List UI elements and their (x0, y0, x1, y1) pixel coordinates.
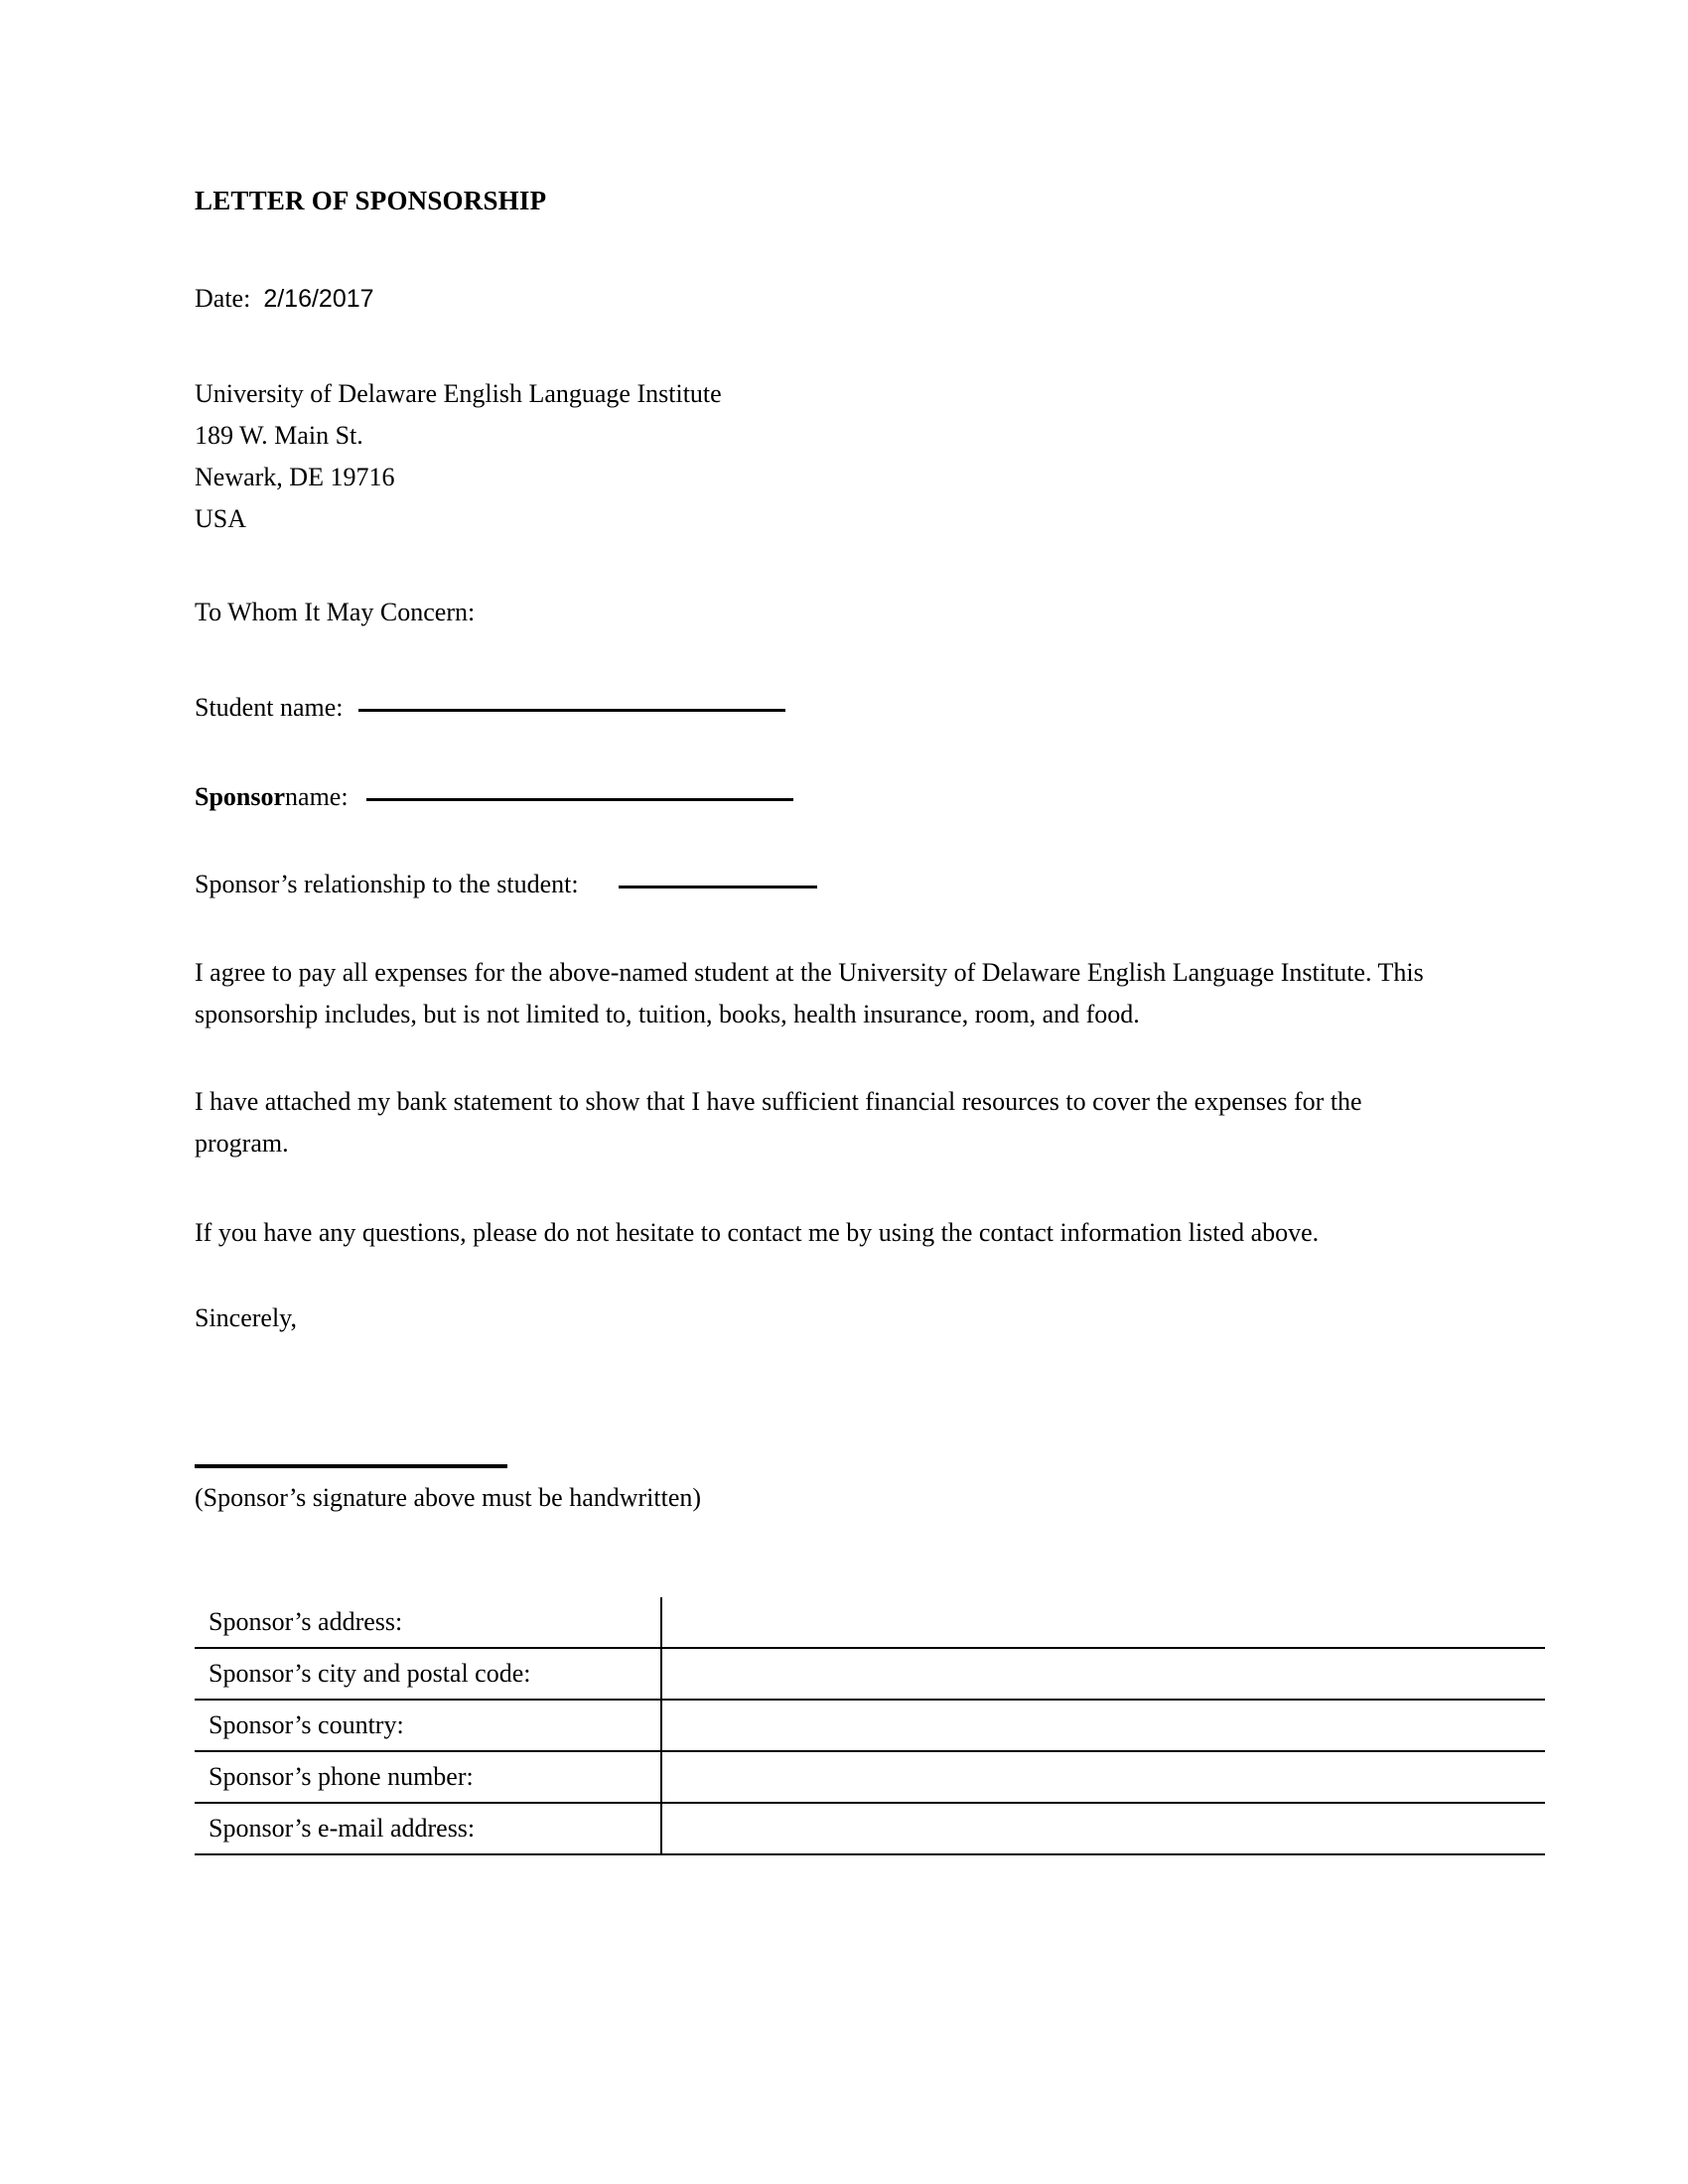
sponsor-relationship-blank-line[interactable] (619, 886, 817, 888)
page-title: LETTER OF SPONSORSHIP (195, 186, 547, 215)
sponsor-relationship-label: Sponsor’s relationship to the student: (195, 870, 579, 899)
sponsor-relationship-field-row (195, 864, 1456, 905)
recipient-country: USA (195, 504, 247, 534)
date-value: 2/16/2017 (263, 285, 374, 314)
table-cell-value[interactable] (661, 1597, 1545, 1648)
document-body (195, 185, 1456, 1855)
table-cell-label: Sponsor’s address: (195, 1597, 661, 1648)
body-paragraph-1: I agree to pay all expenses for the above-named student at the University of Delaware English Language Institute. This sponsorship includes, but is not limited to, tuition, books, health insurance, room, and food. (195, 958, 1424, 1029)
table-cell-label: Sponsor’s e-mail address: (195, 1803, 661, 1854)
table-cell-value[interactable] (661, 1700, 1545, 1751)
table-row (195, 1751, 1545, 1803)
table-row (195, 1648, 1545, 1700)
student-name-blank-line[interactable] (358, 709, 785, 712)
table-cell-label: Sponsor’s country: (195, 1700, 661, 1751)
signature-caption: (Sponsor’s signature above must be handwritten) (195, 1483, 702, 1513)
recipient-street: 189 W. Main St. (195, 421, 363, 451)
closing-salutation: Sincerely, (195, 1303, 297, 1333)
date-label: Date: (195, 284, 251, 314)
student-name-field-row (195, 687, 1456, 729)
table-cell-label: Sponsor’s city and postal code: (195, 1648, 661, 1700)
sponsor-name-field-row (195, 776, 1456, 818)
body-paragraph-2: I have attached my bank statement to show that I have sufficient financial resources to cover the expenses for the program. (195, 1087, 1362, 1159)
body-paragraph-3: If you have any questions, please do not hesitate to contact me by using the contact information listed above. (195, 1218, 1320, 1248)
table-cell-value[interactable] (661, 1751, 1545, 1803)
table-row (195, 1700, 1545, 1751)
salutation: To Whom It May Concern: (195, 598, 476, 627)
table-cell-value[interactable] (661, 1648, 1545, 1700)
table-row (195, 1803, 1545, 1854)
sponsor-name-label-bold: Sponsor (195, 782, 286, 812)
sponsor-contact-table-body (195, 1597, 1545, 1854)
sponsor-name-blank-line[interactable] (366, 798, 793, 801)
table-cell-label: Sponsor’s phone number: (195, 1751, 661, 1803)
student-name-label: Student name: (195, 693, 344, 723)
table-cell-value[interactable] (661, 1803, 1545, 1854)
signature-blank-line[interactable] (195, 1464, 507, 1468)
recipient-organization: University of Delaware English Language Institute (195, 379, 722, 409)
sponsor-name-label-rest: name: (285, 782, 349, 812)
recipient-city-state-zip: Newark, DE 19716 (195, 463, 395, 492)
table-row (195, 1597, 1545, 1648)
date-row (195, 278, 1456, 320)
recipient-address-block (195, 373, 1456, 540)
sponsor-contact-table (195, 1597, 1545, 1855)
